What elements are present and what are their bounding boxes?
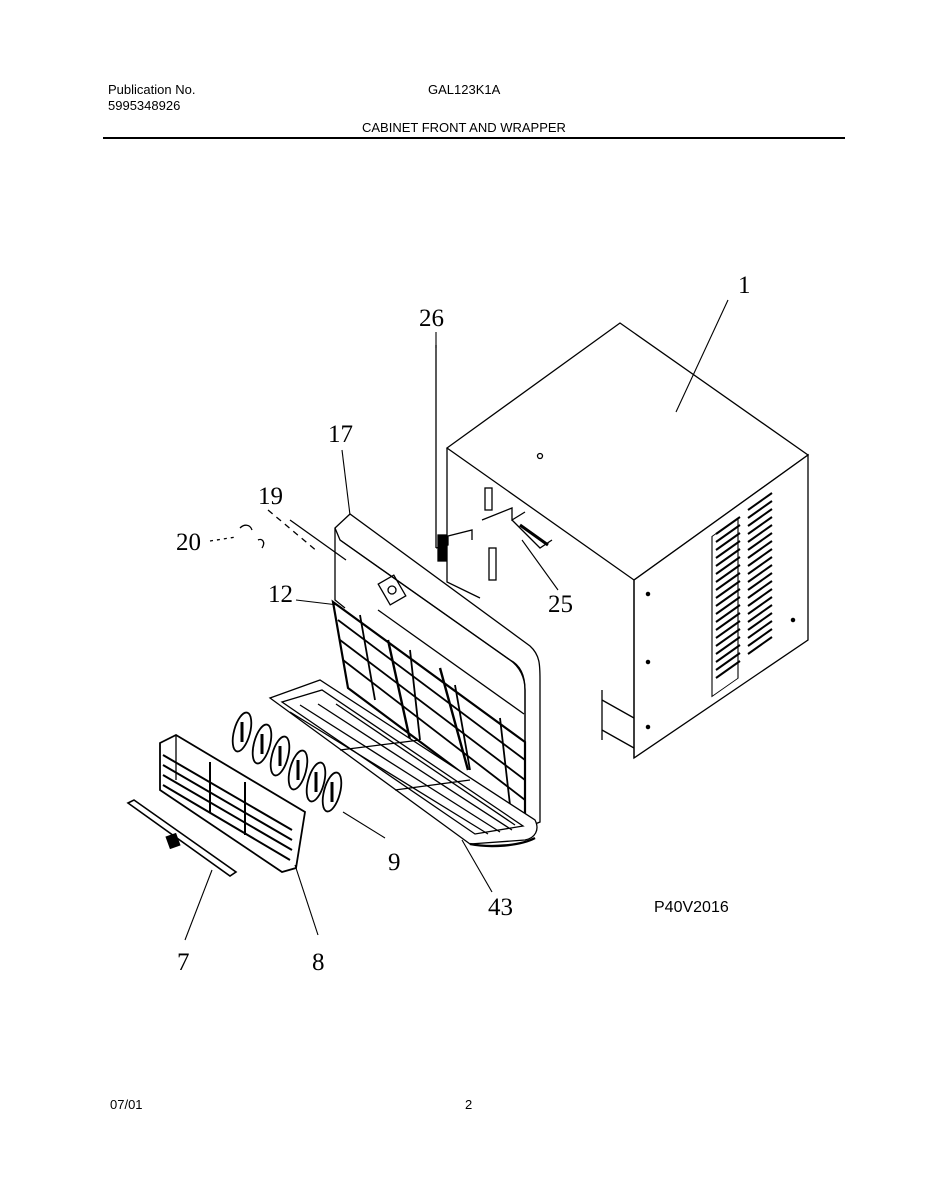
section-title: CABINET FRONT AND WRAPPER [362, 120, 566, 135]
page-number: 2 [465, 1097, 473, 1112]
front-panel [270, 514, 540, 846]
callout-9: 9 [388, 849, 401, 876]
figure-code: P40V2016 [654, 899, 729, 916]
discharge-grille [160, 735, 305, 872]
callout-8: 8 [312, 949, 325, 976]
callout-17: 17 [328, 421, 353, 448]
publication-number: 5995348926 [108, 98, 181, 113]
callout-7: 7 [177, 949, 190, 976]
callout-26: 26 [419, 305, 444, 332]
callout-12: 12 [268, 581, 293, 608]
callout-1: 1 [738, 272, 751, 299]
hardware-pieces [210, 510, 346, 560]
publication-label: Publication No. [108, 82, 196, 97]
model-number: GAL123K1A [428, 82, 501, 97]
callout-19: 19 [258, 483, 283, 510]
callout-43: 43 [488, 894, 513, 921]
callout-20: 20 [176, 529, 201, 556]
footer-date: 07/01 [110, 1097, 143, 1112]
callout-25: 25 [548, 591, 573, 618]
cabinet-wrapper [447, 323, 808, 758]
